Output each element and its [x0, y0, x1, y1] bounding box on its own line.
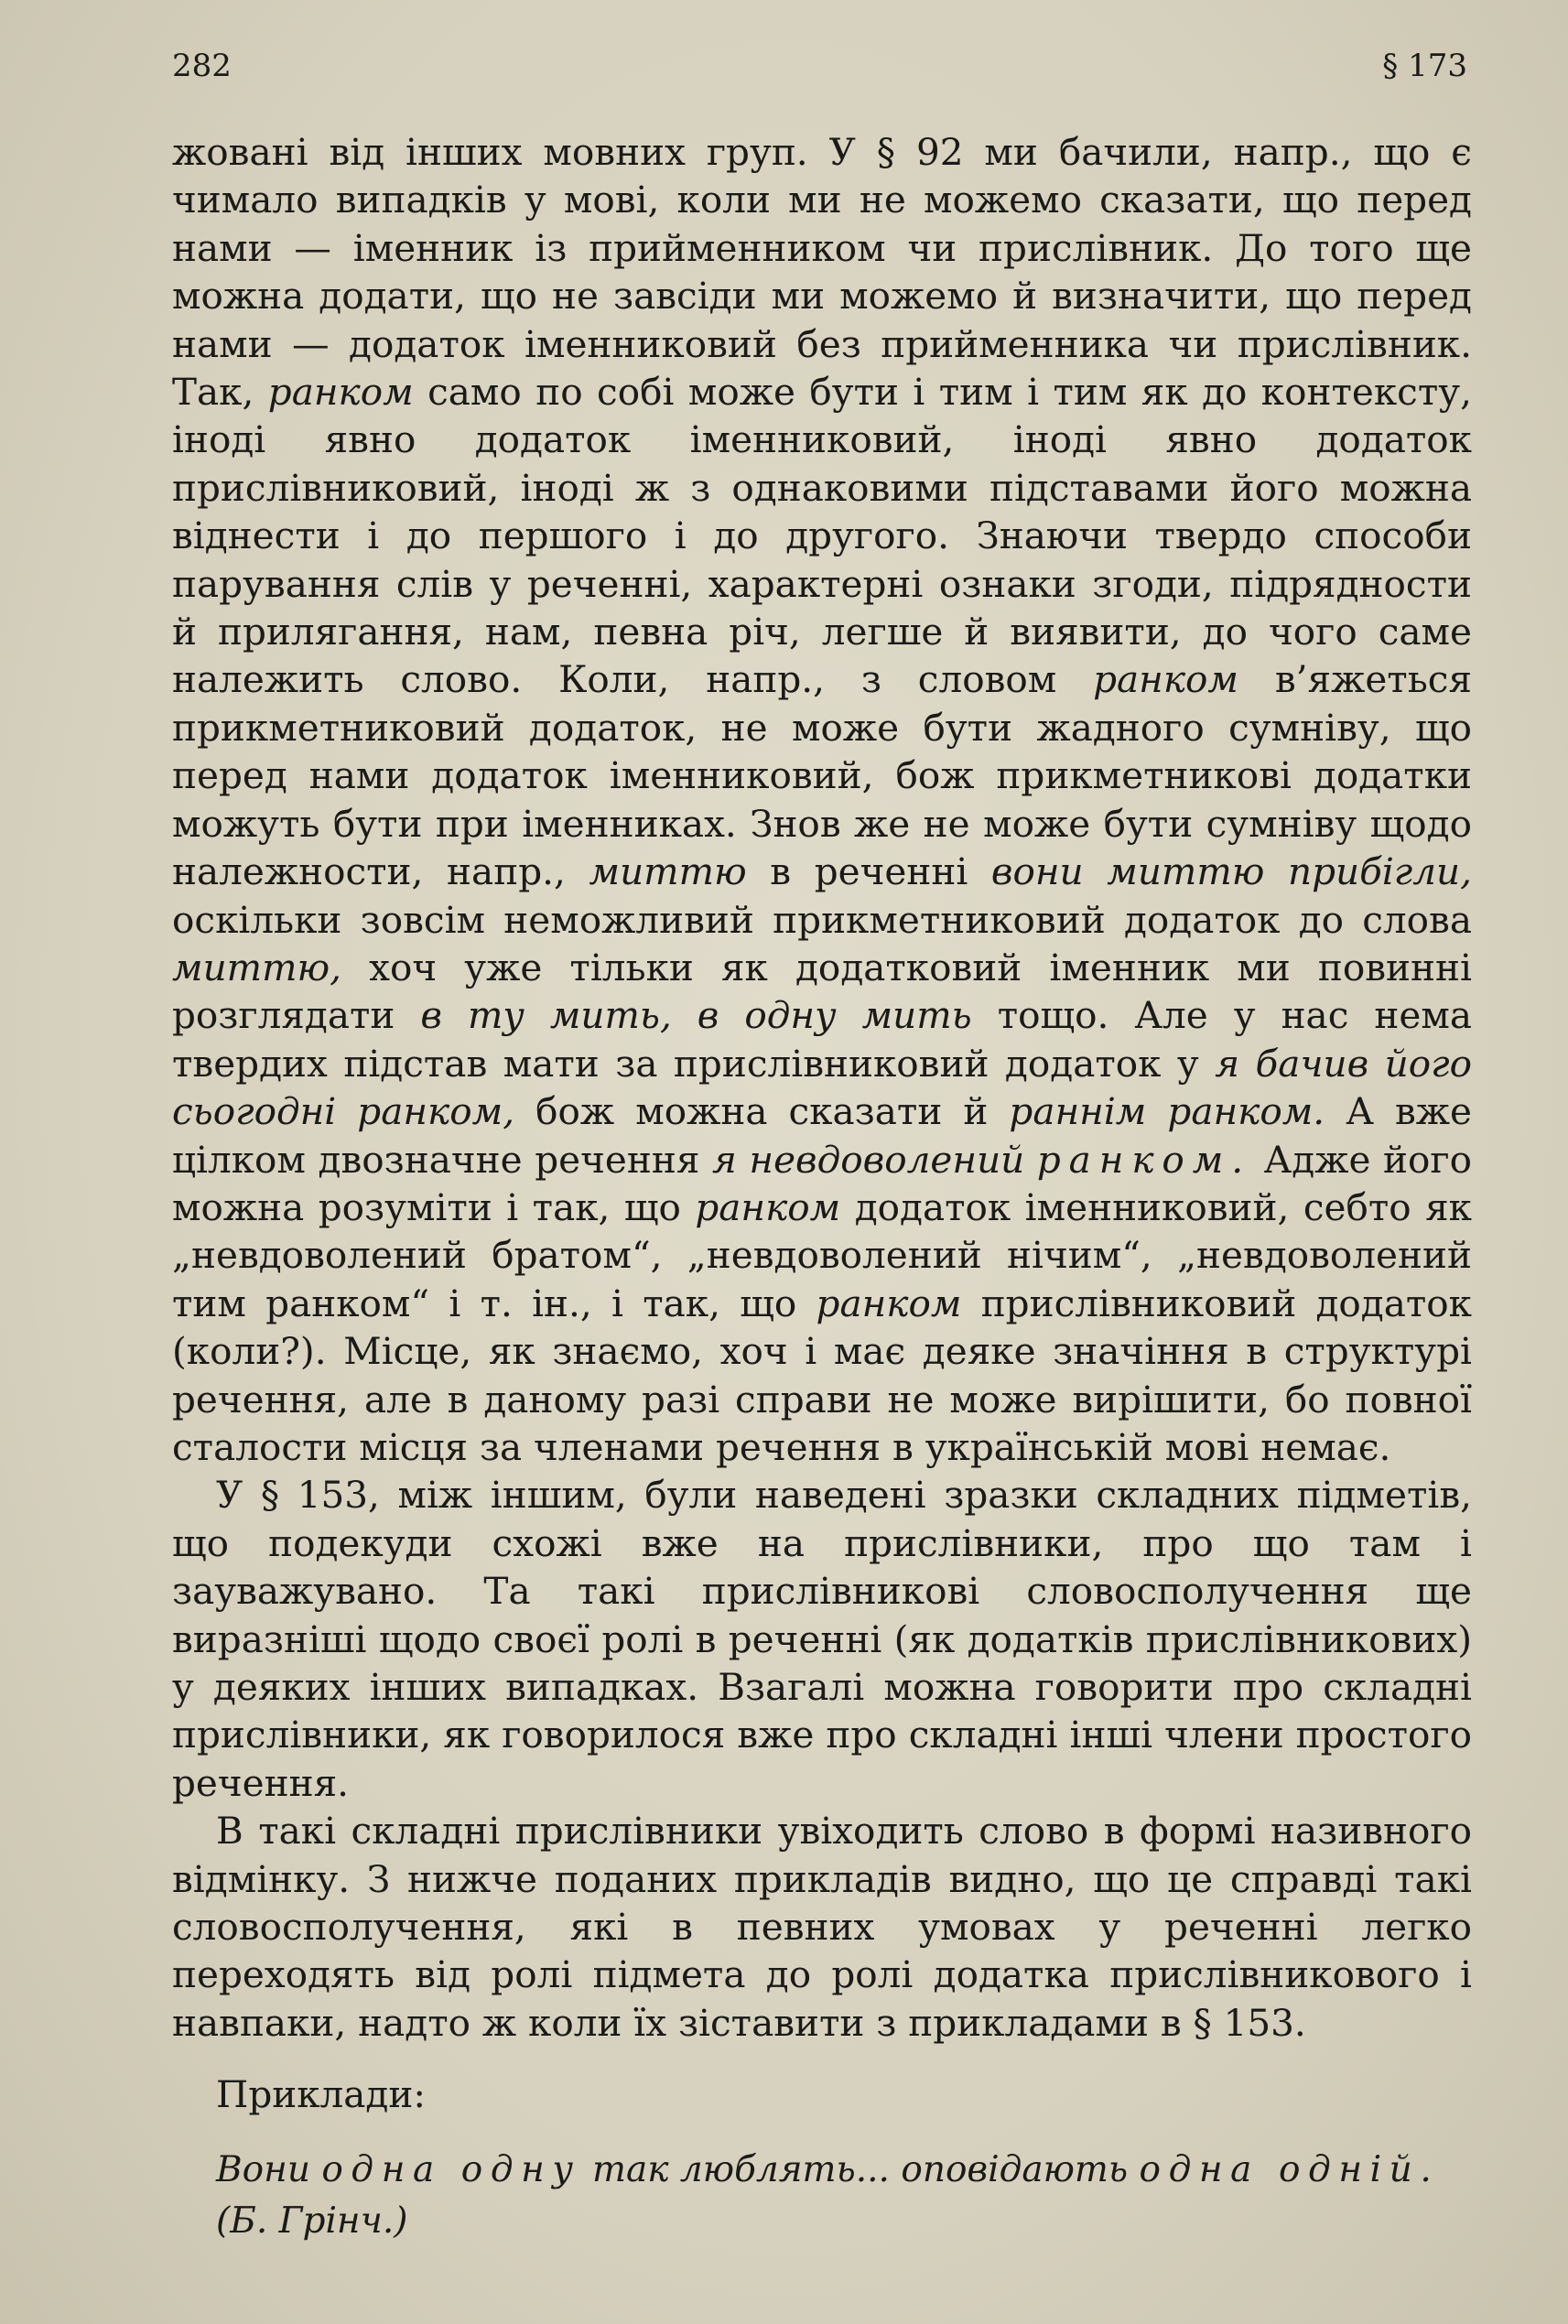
italic-run: ранком	[267, 370, 414, 415]
italic-run: ранком.	[1036, 1137, 1251, 1182]
italic-run: так люблять... оповідають	[580, 2148, 1140, 2190]
italic-run: миттю,	[172, 945, 341, 989]
text-run: в реченні	[746, 849, 991, 894]
text-run: У § 153, між іншим, були наведені зразки складних підметів, що подекуди схожі вже на прислівники, про що там і зауважувано. Та такі прислівникові словосполучення ще виразніші щодо своєї ролі в реченні (як додатків прислівникових) у деяких інших випадках. Взагалі можна говорити про складні прислівники, як говорилося вже про складні інші члени простого речення.	[172, 1473, 1472, 1805]
text-run: прислівниковий додаток (коли?). Місце, як знаємо, хоч і має деяке значіння в структурі речення, але в даному разі справи не може вирішити, бо повної сталости місця за членами речення в українській мові немає.	[172, 1281, 1472, 1469]
text-run: Адже його можна розуміти і так, що	[172, 1137, 1472, 1229]
examples-label: Приклади:	[216, 2072, 426, 2117]
text-run: в’яжеться прикметниковий додаток, не може бути жадного сумніву, що перед нами додаток іменниковий, бож прикметникові додатки можуть бути при іменниках. Знов же не може бути сумніву щодо належности, напр.,	[172, 657, 1472, 894]
italic-run: раннім ранком.	[1009, 1089, 1325, 1134]
text-run: хоч уже тільки як додатковий іменник ми повинні розглядати	[172, 945, 1472, 1038]
italic-run: одна одну	[321, 2148, 581, 2190]
paragraph-2	[172, 1471, 1472, 1807]
italic-run: ранком	[1093, 657, 1239, 702]
text-run: тощо. Але у нас нема твердих підстав мати за прислівниковий додаток у	[172, 993, 1472, 1086]
section-number: § 173	[1382, 48, 1467, 84]
text-run: В такі складні прислівники увіходить слово в формі називного відмінку. З нижче поданих прикладів видно, що це справді такі словосполучення, які в певних умовах у реченні легко переходять від ролі підмета до ролі додатка прислівникового і навпаки, надто ж коли їх зіставити з прикладами в § 153.	[172, 1809, 1472, 2045]
text-run: оскільки зовсім неможливий прикметниковий додаток до слова	[172, 897, 1472, 942]
italic-run: в ту мить, в одну мить	[420, 993, 972, 1038]
italic-run: я невдоволений	[712, 1137, 1037, 1182]
italic-run: миттю	[589, 849, 747, 894]
page-body	[172, 128, 1472, 2247]
text-run: жовані від інших мовних груп. У § 92 ми бачили, напр., що є чимало випадків у мові, коли ми не можемо сказати, що перед нами — іменник із прийменником чи прислівник. До того ще можна додати, що не завсіди ми можемо й визначити, що перед нами — додаток іменниковий без прийменника чи прислівник. Так,	[172, 130, 1472, 415]
italic-run: Вони	[216, 2148, 322, 2190]
text-run: додаток іменниковий, себто як „невдоволений братом“, „невдоволений нічим“, „невдоволений тим ранком“ і т. ін., і так, що	[172, 1184, 1472, 1325]
page-header	[172, 48, 1467, 103]
text-run: бож можна сказати й	[514, 1089, 1010, 1134]
italic-run: вони миттю прибігли,	[990, 849, 1472, 894]
text-run: (Б. Грінч.)	[216, 2200, 408, 2242]
example-quote	[216, 2145, 1472, 2247]
paragraph-3	[172, 1807, 1472, 2047]
text-run: само по собі може бути і тим і тим як до контексту, іноді явно додаток іменниковий, іноді явно додаток прислівниковий, іноді ж з однаковими підставами його можна віднести і до першого і до другого. Знаючи твердо способи парування слів у реченні, характерні ознаки згоди, підрядности й прилягання, нам, певна річ, легше й виявити, до чого саме належить слово. Коли, напр., з словом	[172, 370, 1472, 702]
italic-run: ранком	[816, 1281, 962, 1325]
text-run: А вже цілком двозначне речення	[172, 1089, 1472, 1182]
italic-run: одна одній.	[1139, 2148, 1440, 2190]
italic-run: ранком	[695, 1184, 841, 1229]
paragraph-1	[172, 128, 1472, 1471]
italic-run: я бачив його сьогодні ранком,	[172, 1041, 1472, 1134]
page-number: 282	[172, 48, 232, 84]
